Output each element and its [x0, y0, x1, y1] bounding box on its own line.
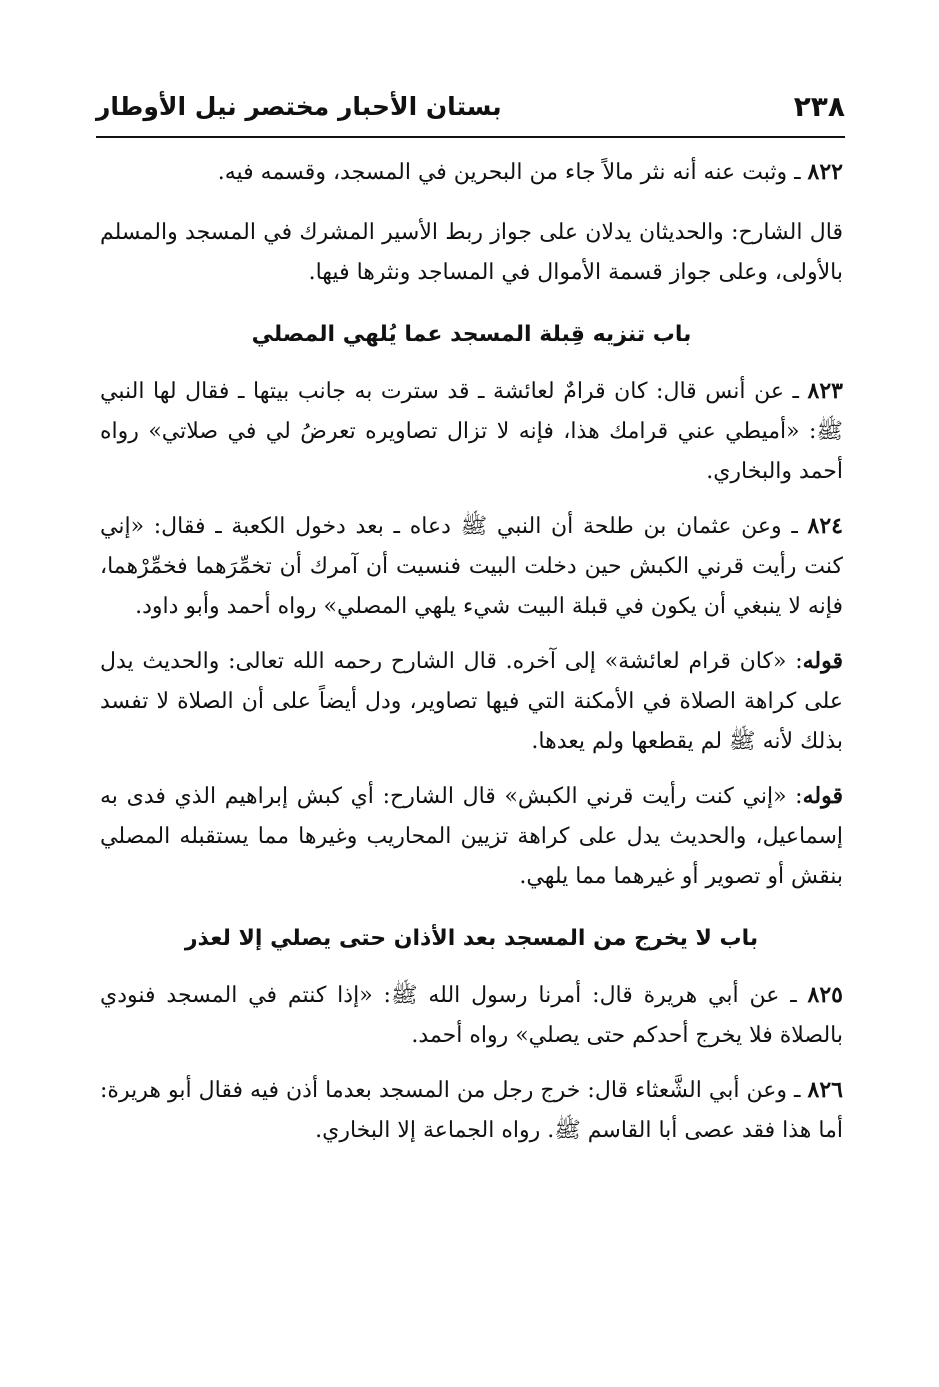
hadith-text: ـ عن أنس قال: كان قرامٌ لعائشة ـ قد سترت به جانب بيتها ـ فقال لها النبي ﷺ: «أميطي عني قرامك هذا، فإنه لا تزال تصاويره تعرضُ لي في صلاتي» رواه أحمد والبخاري.: [100, 379, 843, 484]
commentary-qawl-2: [100, 776, 843, 897]
page-number: ٢٣٨: [793, 90, 845, 123]
hadith-text: ـ عن أبي هريرة قال: أمرنا رسول الله ﷺ: «إذا كنتم في المسجد فنودي بالصلاة فلا يخرج أحدكم حتى يصلي» رواه أحمد.: [100, 983, 843, 1048]
commentary-paragraph: قال الشارح: والحديثان يدلان على جواز ربط الأسير المشرك في المسجد والمسلم بالأولى، وعلى جواز قسمة الأموال في المساجد ونثرها فيها.: [100, 220, 843, 285]
chapter-heading: باب تنزيه قِبلة المسجد عما يُلهي المصلي: [251, 322, 692, 347]
qawl-label: قوله: [802, 648, 843, 674]
qawl-text: : «إني كنت رأيت قرني الكبش» قال الشارح: أي كبش إبراهيم الذي فدى به إسماعيل، والحديث يدل على كراهة تزيين المحاريب وغيرها مما يستقبله المصلي بنقش أو تصوير أو غيرهما مما يلهي.: [100, 784, 843, 889]
hadith-number: ٨٢٦: [807, 1077, 843, 1103]
hadith-826: [100, 1070, 843, 1151]
hadith-825: [100, 975, 843, 1056]
hadith-text: ـ وعن عثمان بن طلحة أن النبي ﷺ دعاه ـ بعد دخول الكعبة ـ فقال: «إني كنت رأيت قرني الكبش حين دخلت البيت فنسيت أن آمرك أن تخمِّرَهما فخمِّرْهما، فإنه لا ينبغي أن يكون في قبلة البيت شيء يلهي المصلي» رواه أحمد وأبو داود.: [100, 514, 843, 619]
page-body: [100, 152, 843, 1165]
hadith-822: [100, 152, 843, 193]
book-title: بستان الأحبار مختصر نيل الأوطار: [96, 92, 502, 121]
hadith-824: [100, 506, 843, 627]
hadith-number: ٨٢٥: [807, 982, 843, 1008]
hadith-number: ٨٢٤: [807, 513, 843, 539]
hadith-823: [100, 371, 843, 492]
hadith-text: ـ وثبت عنه أنه نثر مالاً جاء من البحرين في المسجد، وقسمه فيه.: [217, 160, 808, 185]
qawl-label: قوله: [802, 783, 843, 809]
qawl-text: : «كان قرام لعائشة» إلى آخره. قال الشارح رحمه الله تعالى: والحديث يدل على كراهة الصلاة في الأمكنة التي فيها تصاوير، ودل أيضاً على أن الصلاة لا تفسد بذلك لأنه ﷺ لم يقطعها ولم يعدها.: [100, 649, 843, 754]
hadith-number: ٨٢٢: [807, 159, 843, 185]
hadith-number: ٨٢٣: [807, 378, 843, 404]
commentary-qawl-1: [100, 641, 843, 762]
hadith-text: ـ وعن أبي الشَّعثاء قال: خرج رجل من المسجد بعدما أذن فيه فقال أبو هريرة: أما هذا فقد عصى أبا القاسم ﷺ. رواه الجماعة إلا البخاري.: [100, 1078, 843, 1143]
running-header: [96, 86, 845, 138]
chapter-heading: باب لا يخرج من المسجد بعد الأذان حتى يصلي إلا لعذر: [184, 926, 759, 951]
